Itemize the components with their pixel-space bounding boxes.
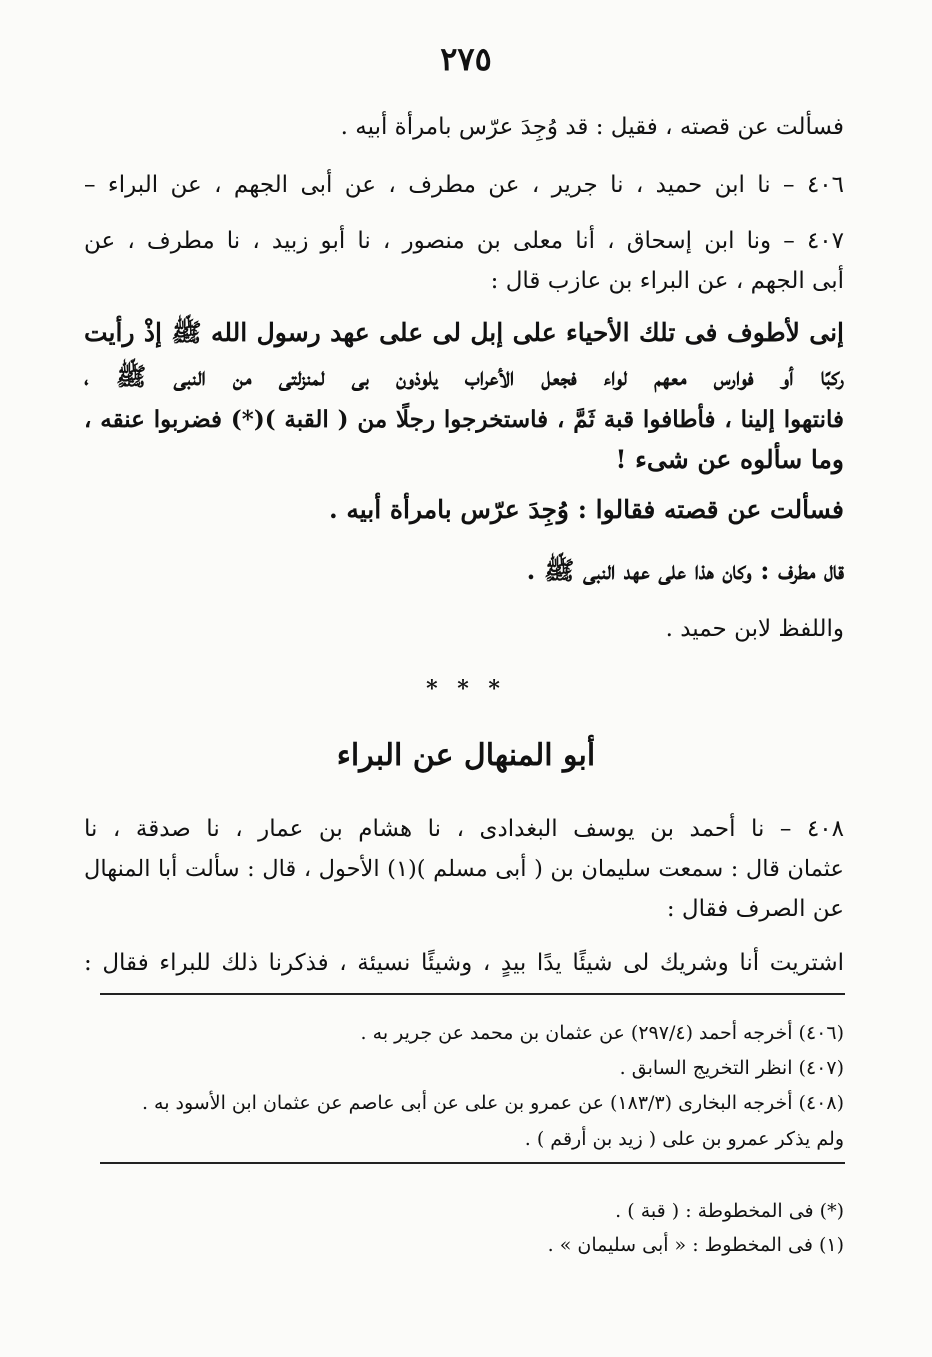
manuscript-note: (١) فى المخطوط : « أبى سليمان » . <box>547 1234 844 1256</box>
hadith-408-line: عن الصرف فقال : <box>666 896 844 922</box>
footnote-divider <box>100 993 845 995</box>
section-heading: أبو المنهال عن البراء <box>336 738 596 773</box>
text-line: واللفظ لابن حميد . <box>665 616 844 642</box>
hadith-407-line: ٤٠٧ – ونا ابن إسحاق ، أنا معلى بن منصور ، نا أبو زبيد ، نا مطرف ، عن <box>84 228 844 254</box>
footnote: (٤٠٦) أخرجه أحمد (٢٩٧/٤) عن عثمان بن محمد عن جرير به . <box>360 1022 844 1044</box>
hadith-406: ٤٠٦ – نا ابن حميد ، نا جرير ، عن مطرف ، عن أبى الجهم ، عن البراء – <box>84 172 844 198</box>
footnote-divider <box>100 1162 845 1164</box>
hadith-408-line: ٤٠٨ – نا أحمد بن يوسف البغدادى ، نا هشام بن عمار ، نا صدقة ، نا <box>84 816 844 842</box>
footnote: (٤٠٧) انظر التخريج السابق . <box>619 1057 844 1079</box>
text-line: فسألت عن قصته ، فقيل : قد وُجِدَ عرّس بامرأة أبيه . <box>340 114 844 140</box>
hadith-text-bold: ركبًا أو فوارس معهم لواء فجعل الأعراب يلوذون بى لمنزلتى من النبى ﷺ ، <box>84 362 844 391</box>
hadith-text-bold: قال مطرف : وكان هذا على عهد النبى ﷺ . <box>526 556 844 585</box>
hadith-text-bold: فسألت عن قصته فقالوا : وُجِدَ عرّس بامرأة أبيه . <box>328 495 844 524</box>
section-separator: * * * <box>426 676 506 702</box>
footnote: (٤٠٨) أخرجه البخارى (١٨٣/٣) عن عمرو بن على عن أبى عاصم عن عثمان ابن الأسود به . <box>141 1092 844 1114</box>
footnote: ولم يذكر عمرو بن على ( زيد بن أرقم ) . <box>524 1128 844 1150</box>
hadith-text-bold: إنى لأطوف فى تلك الأحياء على إبل لى على عهد رسول الله ﷺ إذْ رأيت <box>84 318 844 347</box>
hadith-407-line: أبى الجهم ، عن البراء بن عازب قال : <box>490 268 844 294</box>
manuscript-note: (*) فى المخطوطة : ( قبة ) . <box>615 1200 844 1222</box>
hadith-text-bold: وما سألوه عن شىء ! <box>615 445 844 474</box>
hadith-408-line: عثمان قال : سمعت سليمان بن ( أبى مسلم )(١) الأحول ، قال : سألت أبا المنهال <box>84 856 844 882</box>
hadith-408-line: اشتريت أنا وشريك لى شيئًا يدًا بيدٍ ، وشيئًا نسيئة ، فذكرنا ذلك للبراء فقال : <box>84 950 844 976</box>
page-number: ٢٧٥ <box>440 40 492 78</box>
hadith-text-bold: فانتهوا إلينا ، فأطافوا قبة ثَمَّ ، فاستخرجوا رجلًا من ( القبة )(*) فضربوا عنقه ، <box>84 406 844 433</box>
